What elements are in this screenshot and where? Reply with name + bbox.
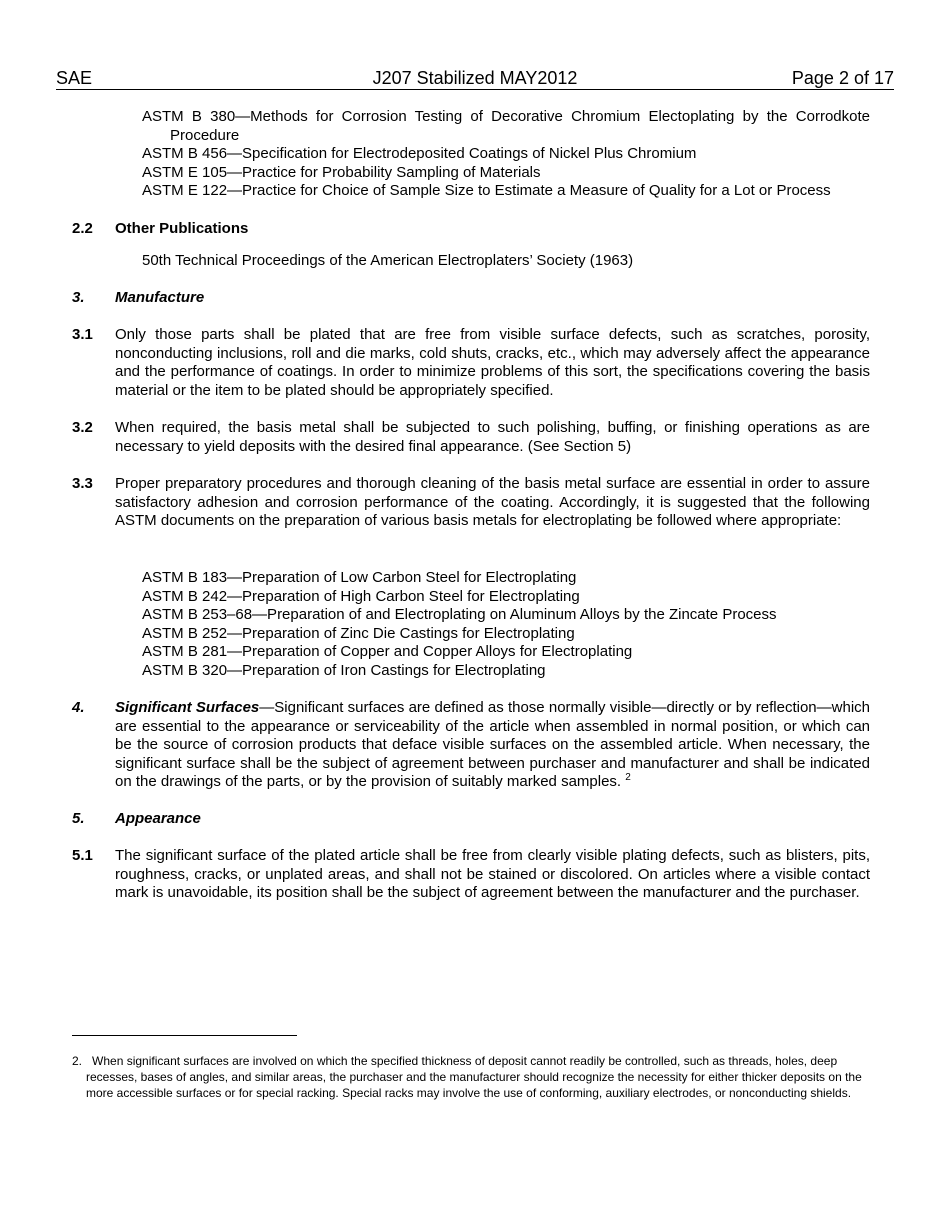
- reference-item: ASTM B 242—Preparation of High Carbon Steel for Electroplating: [142, 587, 580, 605]
- section-paragraph-5-1: The significant surface of the plated article shall be free from clearly visible plating defects, such as blisters, pits, roughness, cracks, or unplated areas, and shall not be stained or discolored. On articles where a visible contact mark is unavoidable, its position shall be the subject of agreement between the manufacturer and the purchaser.: [115, 847, 870, 902]
- header-doc-id: J207 Stabilized MAY2012: [372, 68, 578, 88]
- section-number-3-1: 3.1: [72, 326, 93, 343]
- section-number-3: 3.: [72, 289, 85, 306]
- section-paragraph-3-2: When required, the basis metal shall be subjected to such polishing, buffing, or finishing operations as are necessary to yield deposits with the desired final appearance. (See Section 5): [115, 419, 870, 455]
- reference-item: ASTM E 122—Practice for Choice of Sample Size to Estimate a Measure of Quality for a Lot or Process: [142, 182, 831, 200]
- reference-item: ASTM B 253–68—Preparation of and Electroplating on Aluminum Alloys by the Zincate Process: [142, 606, 777, 624]
- footnote-number: 2.: [72, 1054, 83, 1068]
- footnote: [72, 1053, 870, 1101]
- section-heading-appearance: Appearance: [115, 810, 201, 827]
- other-publication-item: 50th Technical Proceedings of the American Electroplaters’ Society (1963): [142, 252, 634, 269]
- section-number-5-1: 5.1: [72, 847, 93, 864]
- section-number-4: 4.: [72, 699, 85, 716]
- reference-item: ASTM B 456—Specification for Electrodeposited Coatings of Nickel Plus Chromium: [142, 145, 697, 163]
- section-paragraph-4: [115, 699, 870, 792]
- reference-item: ASTM B 320—Preparation of Iron Castings for Electroplating: [142, 661, 546, 679]
- section-heading-manufacture: Manufacture: [115, 289, 205, 306]
- section-heading-significant-surfaces: Significant Surfaces: [115, 699, 260, 716]
- footnote-reference[interactable]: 2: [625, 772, 631, 784]
- header-org: SAE: [56, 68, 93, 88]
- section-number-3-2: 3.2: [72, 419, 93, 436]
- reference-item: ASTM B 380—Methods for Corrosion Testing of Decorative Chromium Electoplating by the Corrodkote Procedure: [142, 108, 870, 144]
- footnote-text: When significant surfaces are involved on which the specified thickness of deposit cannot readily be controlled, such as threads, holes, deep recesses, bases of angles, and similar areas, the purchaser and the manufacturer should recognize the necessity for either thicker deposits on the more accessible surfaces or for special racking. Special racks may involve the use of conforming, auxiliary electrodes, or nonconducting shields.: [86, 1054, 862, 1100]
- section-heading-other-publications: Other Publications: [115, 220, 249, 237]
- reference-list-preparation: [142, 569, 870, 681]
- section-paragraph-3-3: Proper preparatory procedures and thorough cleaning of the basis metal surface are essential in order to assure satisfactory adhesion and corrosion performance of the coating. Accordingly, it is suggested that the following ASTM documents on the preparation of various basis metals for electroplating be followed where appropriate:: [115, 475, 870, 530]
- reference-item: ASTM B 183—Preparation of Low Carbon Steel for Electroplating: [142, 569, 577, 586]
- section-number-3-3: 3.3: [72, 475, 93, 492]
- reference-item: ASTM B 252—Preparation of Zinc Die Castings for Electroplating: [142, 624, 575, 642]
- section-4-body: —Significant surfaces are defined as those normally visible—directly or by reflection—which are essential to the appearance or serviceability of the article when assembled in normal position, or which can be the source of corrosion products that deface visible surfaces on the assembled article. When necessary, the significant surface shall be the subject of agreement between purchaser and manufacturer and shall be indicated on the drawings of the parts, or by the provision of suitably marked samples.: [115, 699, 870, 791]
- reference-list-astm: [142, 108, 870, 201]
- section-number-2-2: 2.2: [72, 220, 93, 237]
- footnote-divider: [72, 1035, 297, 1036]
- reference-item: ASTM B 281—Preparation of Copper and Copper Alloys for Electroplating: [142, 643, 633, 661]
- section-number-5: 5.: [72, 810, 85, 827]
- header-page-number: Page 2 of 17: [791, 68, 894, 88]
- page-header: [56, 68, 894, 90]
- section-paragraph-3-1: Only those parts shall be plated that are free from visible surface defects, such as scratches, porosity, nonconducting inclusions, roll and die marks, cold shuts, cracks, etc., which may adversely affect the appearance and the performance of coatings. In order to minimize problems of this sort, the specifications covering the basis material or the item to be plated should be appropriately specified.: [115, 326, 870, 399]
- reference-item: ASTM E 105—Practice for Probability Sampling of Materials: [142, 163, 541, 181]
